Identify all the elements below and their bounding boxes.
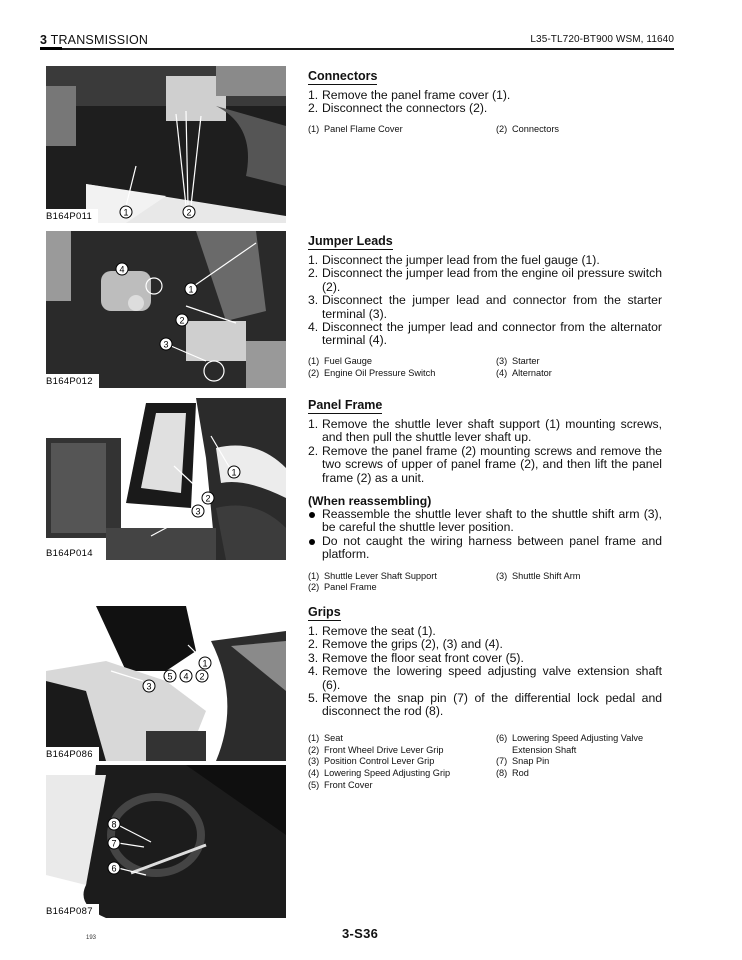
step-number: 3. bbox=[308, 293, 319, 308]
svg-text:1: 1 bbox=[188, 284, 194, 295]
legend-number: (3) bbox=[496, 355, 508, 366]
svg-text:3: 3 bbox=[146, 681, 152, 692]
legend-item bbox=[496, 756, 666, 768]
step-item bbox=[308, 625, 662, 638]
step-list bbox=[308, 254, 662, 348]
legend-item bbox=[496, 571, 666, 583]
legend-number: (1) bbox=[308, 732, 320, 743]
legend-label: Engine Oil Pressure Switch bbox=[324, 367, 436, 378]
legend-column-right bbox=[496, 733, 666, 792]
legend-item bbox=[496, 124, 666, 136]
legend-label: Shuttle Lever Shaft Support bbox=[324, 570, 437, 581]
step-item bbox=[308, 652, 662, 665]
step-text: Remove the seat (1). bbox=[322, 624, 436, 638]
legend-label: Starter bbox=[512, 355, 540, 366]
legend-label: Seat bbox=[324, 732, 343, 743]
step-text: Remove the floor seat front cover (5). bbox=[322, 650, 524, 665]
legend-number: (4) bbox=[496, 367, 508, 378]
step-text: Disconnect the jumper lead from the fuel gauge (1). bbox=[322, 253, 600, 267]
note-text: Reassemble the shuttle lever shaft to the shuttle shift arm (3), be careful the shuttle lever position. bbox=[322, 507, 662, 535]
step-text: Disconnect the connectors (2). bbox=[322, 101, 488, 116]
legend-number: (2) bbox=[496, 123, 508, 134]
legend-number: (6) bbox=[496, 732, 508, 743]
legend-item bbox=[308, 356, 496, 368]
sheet-counter: 193 bbox=[86, 935, 97, 941]
step-item bbox=[308, 294, 662, 321]
photo-connectors-image bbox=[46, 66, 286, 223]
step-text: Remove the shuttle lever shaft support (1) mounting screws, and then pull the shuttle lever shaft up. bbox=[322, 417, 662, 445]
legend-label: Rod bbox=[512, 768, 529, 779]
step-text: Remove the panel frame (2) mounting screws and remove the two screws of upper of panel frame (2), and then lift the panel frame (2) as a unit. bbox=[322, 443, 662, 485]
photo-differential-lock bbox=[46, 765, 286, 918]
legend-label: Shuttle Shift Arm bbox=[512, 570, 581, 581]
chapter-number: 3 bbox=[40, 33, 48, 47]
legend-label: Front Wheel Drive Lever Grip bbox=[324, 744, 444, 755]
photo-differential-lock-image bbox=[46, 765, 286, 918]
svg-text:5: 5 bbox=[167, 671, 173, 682]
photo-panel-frame-image bbox=[46, 398, 286, 560]
section-panel-frame bbox=[308, 396, 662, 594]
svg-text:4: 4 bbox=[119, 264, 125, 275]
legend-item bbox=[308, 571, 496, 583]
header-divider bbox=[40, 48, 674, 50]
step-text: Remove the grips (2), (3) and (4). bbox=[322, 637, 503, 652]
step-number: 2. bbox=[308, 101, 319, 116]
svg-text:8: 8 bbox=[111, 819, 117, 830]
manual-reference: L35-TL720-BT900 WSM, 11640 bbox=[530, 34, 674, 45]
chapter-title-text: TRANSMISSION bbox=[50, 33, 149, 47]
legend-label: Position Control Lever Grip bbox=[324, 756, 435, 767]
legend-item bbox=[308, 768, 496, 780]
legend-item bbox=[496, 733, 666, 757]
step-item bbox=[308, 254, 662, 267]
legend-number: (8) bbox=[496, 768, 508, 779]
step-text: Remove the snap pin (7) of the differential lock pedal and disconnect the rod (8). bbox=[322, 691, 662, 719]
note-text: Do not caught the wiring harness between panel frame and platform. bbox=[322, 533, 662, 562]
svg-text:2: 2 bbox=[179, 315, 185, 326]
svg-text:2: 2 bbox=[199, 671, 205, 682]
step-item bbox=[308, 418, 662, 445]
step-number: 1. bbox=[308, 624, 319, 638]
step-number: 3. bbox=[308, 650, 319, 665]
legend-number: (5) bbox=[308, 780, 320, 791]
legend-label: Snap Pin bbox=[512, 756, 550, 767]
parts-legend bbox=[308, 571, 662, 595]
reassembling-heading: (When reassembling) bbox=[308, 494, 432, 509]
step-item bbox=[308, 321, 662, 348]
note-item bbox=[308, 535, 662, 562]
photo-jumper-leads-image bbox=[46, 231, 286, 388]
legend-number: (2) bbox=[308, 744, 320, 755]
photo-jumper-leads bbox=[46, 231, 286, 388]
legend-item bbox=[308, 582, 496, 594]
step-item bbox=[308, 267, 662, 294]
reassembling-notes bbox=[308, 508, 662, 562]
section-jumper-leads bbox=[308, 232, 662, 379]
photo-caption: B164P012 bbox=[46, 374, 99, 388]
step-number: 1. bbox=[308, 253, 319, 267]
step-number: 5. bbox=[308, 691, 319, 706]
bullet-icon bbox=[309, 512, 315, 518]
step-text: Remove the panel frame cover (1). bbox=[322, 88, 511, 102]
photo-caption: B164P087 bbox=[46, 904, 99, 918]
bullet-icon bbox=[309, 539, 315, 545]
step-text: Remove the lowering speed adjusting valve extension shaft (6). bbox=[322, 664, 662, 692]
photo-panel-frame bbox=[46, 398, 286, 560]
svg-text:1: 1 bbox=[202, 658, 208, 669]
legend-number: (4) bbox=[308, 768, 320, 779]
legend-number: (3) bbox=[308, 756, 320, 767]
section-grips bbox=[308, 603, 662, 792]
legend-label: Connectors bbox=[512, 123, 559, 134]
step-text: Disconnect the jumper lead from the engine oil pressure switch (2). bbox=[322, 266, 662, 294]
legend-number: (1) bbox=[308, 123, 320, 134]
parts-legend bbox=[308, 733, 662, 792]
legend-number: (3) bbox=[496, 570, 508, 581]
step-number: 4. bbox=[308, 664, 319, 679]
svg-text:2: 2 bbox=[205, 493, 211, 504]
chapter-title bbox=[40, 33, 148, 47]
legend-number: (1) bbox=[308, 570, 320, 581]
photo-connectors bbox=[46, 66, 286, 223]
step-text: Disconnect the jumper lead and connector from the alternator terminal (4). bbox=[322, 320, 662, 348]
svg-text:1: 1 bbox=[231, 467, 237, 478]
step-number: 2. bbox=[308, 266, 319, 281]
legend-item bbox=[308, 780, 496, 792]
legend-label: Fuel Gauge bbox=[324, 355, 373, 366]
legend-number: (2) bbox=[308, 582, 320, 593]
step-number: 2. bbox=[308, 637, 319, 652]
legend-label: Lowering Speed Adjusting Grip bbox=[324, 768, 451, 779]
legend-number: (7) bbox=[496, 756, 508, 767]
section-heading: Jumper Leads bbox=[308, 234, 393, 248]
step-item bbox=[308, 638, 662, 651]
legend-label: Alternator bbox=[512, 367, 552, 378]
page-header bbox=[40, 33, 674, 49]
step-list bbox=[308, 418, 662, 485]
step-item bbox=[308, 102, 662, 115]
legend-item bbox=[496, 356, 666, 368]
svg-text:4: 4 bbox=[183, 671, 189, 682]
step-item bbox=[308, 692, 662, 719]
step-number: 2. bbox=[308, 443, 319, 458]
legend-item bbox=[308, 733, 496, 745]
step-item bbox=[308, 445, 662, 485]
svg-text:7: 7 bbox=[111, 838, 117, 849]
step-item bbox=[308, 665, 662, 692]
legend-number: (1) bbox=[308, 355, 320, 366]
step-number: 1. bbox=[308, 88, 319, 102]
svg-text:2: 2 bbox=[186, 207, 192, 218]
photo-grips bbox=[46, 601, 286, 761]
legend-number: (2) bbox=[308, 367, 320, 378]
step-item bbox=[308, 89, 662, 102]
step-text: Disconnect the jumper lead and connector from the starter terminal (3). bbox=[322, 293, 662, 321]
photo-grips-image bbox=[46, 601, 286, 761]
photo-caption: B164P014 bbox=[46, 546, 99, 560]
svg-text:6: 6 bbox=[111, 863, 117, 874]
step-number: 4. bbox=[308, 320, 319, 335]
step-list bbox=[308, 89, 662, 116]
svg-text:3: 3 bbox=[163, 339, 169, 350]
legend-item bbox=[308, 745, 496, 757]
svg-text:1: 1 bbox=[123, 207, 129, 218]
photo-caption: B164P086 bbox=[46, 747, 99, 761]
legend-item bbox=[308, 368, 496, 380]
svg-text:3: 3 bbox=[195, 506, 201, 517]
section-heading: Grips bbox=[308, 605, 341, 619]
page-number: 3-S36 bbox=[342, 926, 379, 941]
legend-label: Panel Frame bbox=[324, 582, 377, 593]
legend-label: Lowering Speed Adjusting Valve Extension Shaft bbox=[512, 732, 644, 755]
legend-item bbox=[308, 124, 496, 136]
photo-caption: B164P011 bbox=[46, 209, 98, 223]
parts-legend bbox=[308, 124, 662, 136]
legend-column-left bbox=[308, 733, 496, 792]
section-heading: Panel Frame bbox=[308, 398, 383, 412]
legend-label: Front Cover bbox=[324, 780, 373, 791]
legend-item bbox=[496, 368, 666, 380]
legend-item bbox=[308, 756, 496, 768]
section-connectors bbox=[308, 67, 662, 136]
note-item bbox=[308, 508, 662, 535]
legend-label: Panel Flame Cover bbox=[324, 123, 403, 134]
step-list bbox=[308, 625, 662, 719]
section-heading: Connectors bbox=[308, 69, 378, 83]
step-number: 1. bbox=[308, 417, 319, 431]
legend-item bbox=[496, 768, 666, 780]
parts-legend bbox=[308, 356, 662, 380]
